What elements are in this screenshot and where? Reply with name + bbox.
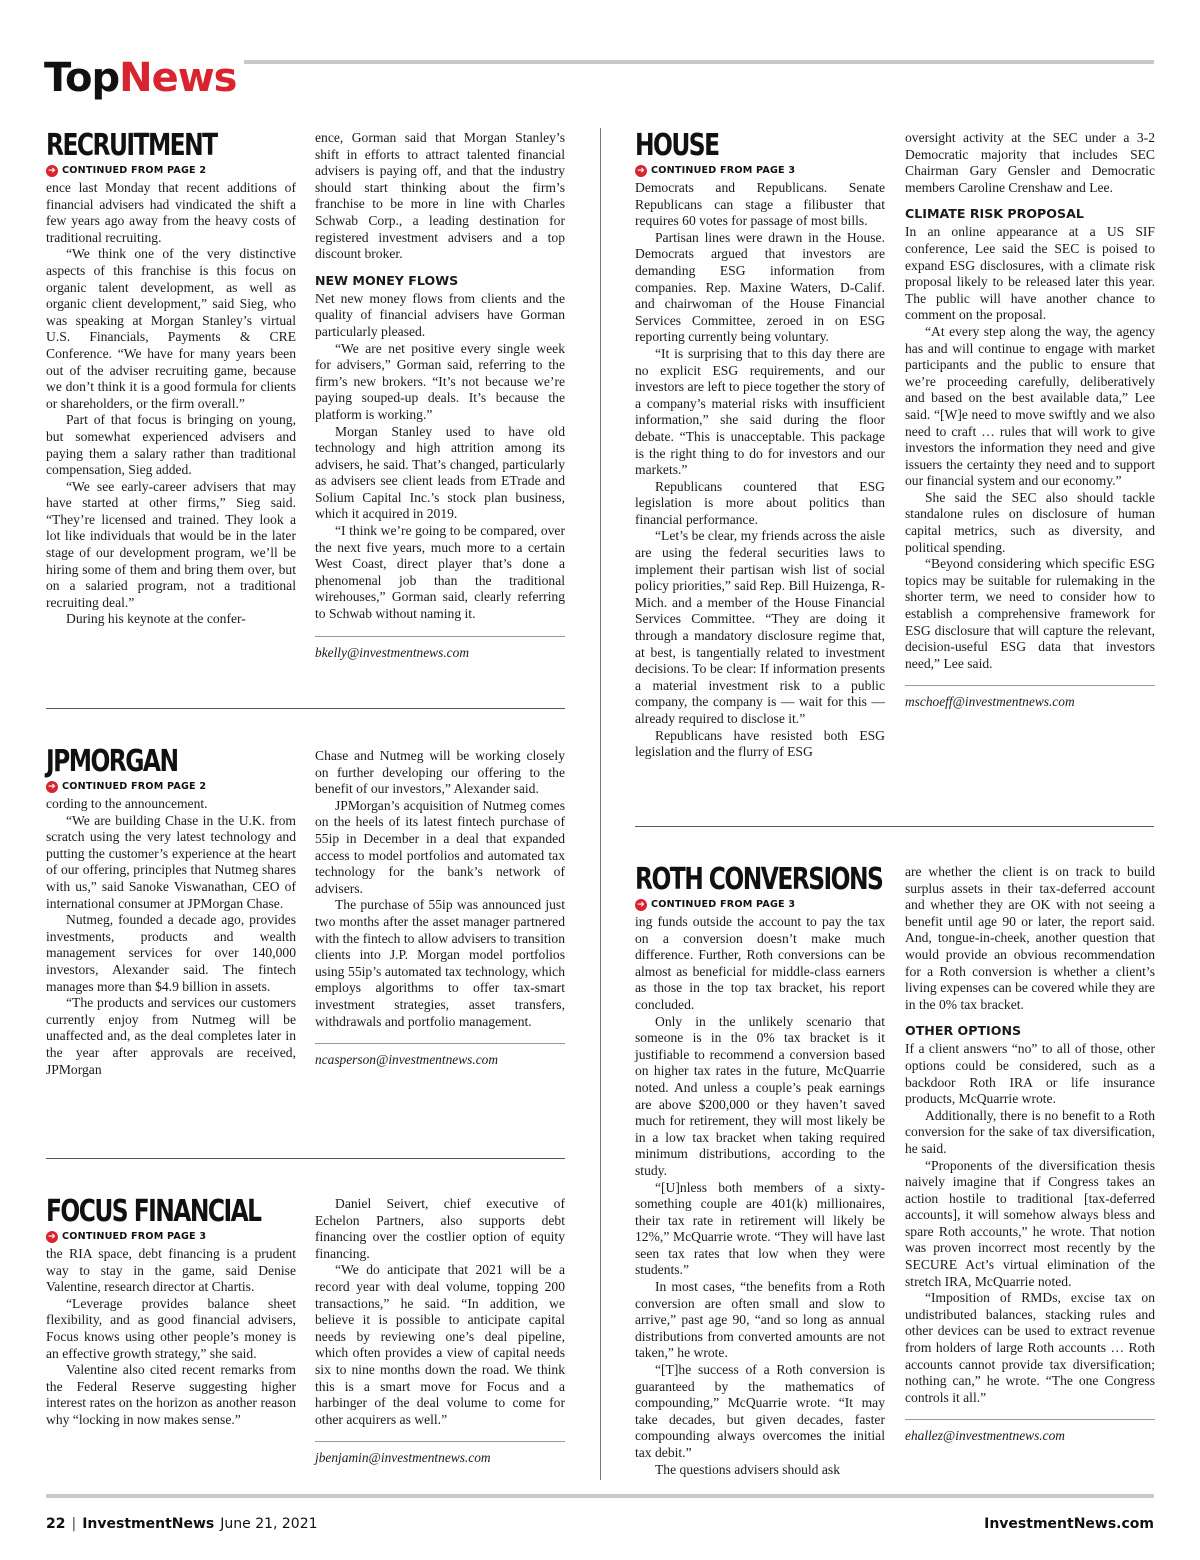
article-recruitment-col1 <box>46 128 296 628</box>
page-number: 22 <box>46 1516 66 1532</box>
paragraph: ence last Monday that recent additions of financial advisers had vindicated the shift a few years ago away from the heavy costs of traditional recruiting. <box>46 180 296 245</box>
paragraph: Chase and Nutmeg will be working closely on further developing our offering to the benefit of our investors,” Alexander said. <box>315 748 565 797</box>
paragraph: “Leverage provides balance sheet flexibility, and as good financial advisers, Focus knows using other people’s money is an effective growth strategy,” she said. <box>46 1295 296 1361</box>
continued-label: ➔ CONTINUED FROM PAGE 2 <box>46 164 296 178</box>
paragraph: ing funds outside the account to pay the tax on a conversion doesn’t make much difference. Further, Roth conversions can be almost as beneficial for middle-class earners as those in the top tax bracket, his report concluded. <box>635 914 885 1012</box>
paragraph: “We do anticipate that 2021 will be a record year with deal volume, topping 200 transactions,” he said. “In addition, we believe it is possible to anticipate capital needs by reviewing one’s deal pipeline, which often provides a view of capital needs six to nine months down the road. We think this is a smart move for Focus and a harbinger of the deal volume to come for other acquirers as well.” <box>315 1262 565 1427</box>
paragraph: “We are net positive every single week for advisers,” Gorman said, referring to the firm’s new brokers. “It’s not because we’re paying souped-up deals. It’s because the platform is working.” <box>315 340 565 422</box>
arrow-right-icon: ➔ <box>46 165 58 177</box>
paragraph: “Beyond considering which specific ESG topics may be suitable for rulemaking in the shorter term, we need to consider how to establish a comprehensive framework for ESG disclosure that will capture the relevant, decision-useful ESG data that investors need,” Lee said. <box>905 556 1155 671</box>
paragraph: Republicans countered that ESG legislation is more about politics than financial performance. <box>635 478 885 527</box>
paragraph: The purchase of 55ip was announced just two months after the asset manager partnered with the fintech to allow advisers to transition clients into J.P. Morgan model portfolios using 55ip’s automated tax technology, which employs algorithms to offer tax-smart investment strategies, asset transfers, withdrawals and portfolio management. <box>315 897 565 1029</box>
divider <box>315 1441 565 1442</box>
subhead: CLIMATE RISK PROPOSAL <box>905 206 1084 222</box>
paragraph: the RIA space, debt financing is a prudent way to stay in the game, said Denise Valentine, research director at Chartis. <box>46 1246 296 1295</box>
section-divider <box>46 1158 565 1159</box>
paragraph: cording to the announcement. <box>46 796 208 811</box>
article-house-col2 <box>905 130 1155 711</box>
paragraph: “Proponents of the diversification thesis naively imagine that if Congress takes an action hostile to traditional [tax-deferred accounts], it will somehow always bless and spare Roth accounts,” he wrote. That notion was proven incorrect most recently by the SECURE Act’s virtual elimination of the stretch IRA, McQuarrie noted. <box>905 1157 1155 1289</box>
article-recruitment-col2 <box>315 130 565 661</box>
paragraph: “[T]he success of a Roth conversion is guaranteed by the mathematics of compounding,” McQuarrie wrote. “It may take decades, but given decades, faster compounding always overcomes the initial tax debit.” <box>635 1362 885 1460</box>
arrow-right-icon: ➔ <box>635 899 647 911</box>
divider <box>905 685 1155 686</box>
divider <box>315 1043 565 1044</box>
paragraph: “At every step along the way, the agency has and will continue to engage with market participants and the public to ensure that we’re proceeding carefully, deliberatively and based on the best available data,” Lee said. “[W]e need to move swiftly and we also need to craft … rules that will work to give investors the information they need and give issuers the certainty they need and to support our financial system and our economy.” <box>905 323 1155 489</box>
paragraph: The questions advisers should ask <box>655 1461 841 1477</box>
paragraph: Additionally, there is no benefit to a Roth conversion for the sake of tax diversification, he said. <box>905 1107 1155 1156</box>
article-headline: FOCUS FINANCIAL <box>46 1194 261 1229</box>
paragraph: “The products and services our customers currently enjoy from Nutmeg will be unaffected and, as the deal completes later in the year after approvals are received, JPMorgan <box>46 995 296 1077</box>
paragraph: “Imposition of RMDs, excise tax on undistributed balances, stacking rules and other devices can be used to extract revenue from holders of large Roth accounts … Roth accounts cannot provide tax diversification; nothing can,” he wrote. “The one Congress controls it all.” <box>905 1290 1155 1405</box>
author-email[interactable]: ncasperson@investmentnews.com <box>315 1052 499 1068</box>
article-jpmorgan-col1 <box>46 744 296 1078</box>
footer-rule <box>46 1494 1154 1498</box>
paragraph: oversight activity at the SEC under a 3-2 Democratic majority that includes SEC Chairman Gary Gensler and Democratic members Caroline Crenshaw and Lee. <box>905 130 1155 195</box>
article-roth-col1 <box>635 862 885 1478</box>
arrow-right-icon: ➔ <box>46 781 58 793</box>
paragraph: During his keynote at the confer- <box>66 611 246 627</box>
arrow-right-icon: ➔ <box>46 1231 58 1243</box>
paragraph: “I think we’re going to be compared, over the next five years, much more to a certain West Coast, direct player that’s done a phenomenal job than the traditional wirehouses,” Gorman said, clearly referring to Schwab without naming it. <box>315 523 565 622</box>
article-focus-col2 <box>315 1196 565 1467</box>
divider <box>905 1419 1155 1420</box>
author-email[interactable]: bkelly@investmentnews.com <box>315 644 469 660</box>
paragraph: “It is surprising that to this day there are no explicit ESG requirements, and our investors are left to piece together the story of a company’s material risks with insufficient information,” she said during the floor debate. “This is unacceptable. This package is the right thing to do for investors and our markets.” <box>635 345 885 478</box>
website-link[interactable]: InvestmentNews.com <box>984 1516 1154 1532</box>
publication-name: InvestmentNews <box>82 1516 215 1532</box>
article-headline: HOUSE <box>635 128 719 163</box>
paragraph: Nutmeg, founded a decade ago, provides investments, products and wealth management services for over 140,000 investors, Alexander said. The fintech manages more than $4.9 billion in assets. <box>46 912 296 994</box>
paragraph: She said the SEC also should tackle standalone rules on disclosure of human capital metrics, such as diversity, and political spending. <box>905 489 1155 555</box>
paragraph: In an online appearance at a US SIF conference, Lee said the SEC is poised to expand ESG disclosures, with a climate risk proposal likely to be released later this year. The public will have another chance to comment on the proposal. <box>905 224 1155 323</box>
brand-part-news: News <box>119 55 237 101</box>
paragraph: Morgan Stanley used to have old technology and high attrition among its advisers, he said. That’s changed, particularly as advisers see client leads from ETrade and Solium Capital Inc.’s stock plan business, which it acquired in 2019. <box>315 423 565 522</box>
paragraph: If a client answers “no” to all of those, other options could be considered, such as a backdoor Roth IRA or life insurance products, McQuarrie wrote. <box>905 1041 1155 1107</box>
paragraph: Only in the unlikely scenario that someone is in the 0% tax bracket is it justifiable to recommend a conversion based on higher tax rates in the future, McQuarrie noted. And unless a couple’s peak earnings are above $200,000 or they haven’t saved much for retirement, they will most likely be in a low tax bracket when taking required minimum distributions, according to the study. <box>635 1013 885 1178</box>
article-roth-col2 <box>905 864 1155 1445</box>
author-email[interactable]: mschoeff@investmentnews.com <box>905 694 1075 710</box>
section-divider <box>635 826 1154 827</box>
paragraph: In most cases, “the benefits from a Roth conversion are often small and slow to arrive,” past age 90, “and so long as annual distributions from converted amounts are not taken,” he wrote. <box>635 1279 885 1361</box>
paragraph: Valentine also cited recent remarks from the Federal Reserve suggesting higher interest rates on the horizon as another reason why “locking in now makes sense.” <box>46 1362 296 1427</box>
paragraph: Democrats and Republicans. Senate Republicans can stage a filibuster that requires 60 votes for passage of most bills. <box>635 180 885 229</box>
subhead: OTHER OPTIONS <box>905 1023 1022 1039</box>
paragraph: ence, Gorman said that Morgan Stanley’s shift in efforts to attract talented financial advisers is paying off, and that the industry should start thinking about the firm’s franchise to be more in line with Charles Schwab Corp., a leading destination for registered investment advisers and a top discount broker. <box>315 130 565 262</box>
author-email[interactable]: jbenjamin@investmentnews.com <box>315 1450 491 1466</box>
continued-label: ➔ CONTINUED FROM PAGE 2 <box>46 780 296 794</box>
arrow-right-icon: ➔ <box>635 165 647 177</box>
paragraph: “We are building Chase in the U.K. from scratch using the very latest technology and putting the customer’s experience at the heart of our offering, principles that Nutmeg shares with us,” said Sanoke Viswanathan, CEO of international consumer at JPMorgan Chase. <box>46 812 296 911</box>
paragraph: Net new money flows from clients and the quality of financial advisers have Gorman particularly pleased. <box>315 290 565 339</box>
continued-label: ➔ CONTINUED FROM PAGE 3 <box>635 898 885 912</box>
divider <box>315 636 565 637</box>
article-headline: JPMORGAN <box>46 744 178 779</box>
paragraph: Republicans have resisted both ESG legislation and the flurry of ESG <box>635 727 885 760</box>
section-title <box>44 52 244 104</box>
article-headline: ROTH CONVERSIONS <box>635 862 883 897</box>
paragraph: are whether the client is on track to build surplus assets in their tax-deferred account and whether they are OK with not seeing a benefit until age 90 or later, the report said. And, tongue-in-cheek, another question that would provide an obvious recommendation for a Roth conversion is whether a client’s living expenses can be covered while they are in the 0% tax bracket. <box>905 864 1155 1012</box>
paragraph: Part of that focus is bringing on young, but somewhat experienced advisers and paying them a salary rather than traditional compensation, Sieg added. <box>46 412 296 478</box>
paragraph: “We see early-career advisers that may have started at other firms,” Sieg said. “They’re licensed and trained. They look a lot like individuals that would be in the later stage of our development program, we’ll be hiring some of them and bring them over, but on a salaried program, not a traditional recruiting deal.” <box>46 478 296 610</box>
paragraph: “We think one of the very distinctive aspects of this franchise is this focus on organic talent development, as well as organic client development,” said Sieg, who was speaking at Morgan Stanley’s virtual U.S. Financials, Payments & CRE Conference. “We have for many years been out of the adviser recruiting game, because we don’t think it is a good formula for clients or shareholders, or the firm overall.” <box>46 246 296 411</box>
issue-date: June 21, 2021 <box>220 1516 318 1532</box>
author-email[interactable]: ehallez@investmentnews.com <box>905 1428 1065 1444</box>
column-divider <box>600 128 601 1480</box>
paragraph: Partisan lines were drawn in the House. Democrats argued that investors are demanding ESG information from companies. Rep. Maxine Waters, D-Calif. and chairwoman of the House Financial Services Committee, zeroed in on ESG reporting currently being voluntary. <box>635 229 885 345</box>
subhead: NEW MONEY FLOWS <box>315 272 459 288</box>
footer-info <box>46 1512 318 1536</box>
footer-separator: | <box>71 1516 77 1532</box>
article-headline: RECRUITMENT <box>46 128 217 163</box>
paragraph: “[U]nless both members of a sixty-something couple are 401(k) millionaires, their tax rate in retirement will likely be 12%,” McQuarrie wrote. “They will have last seen tax rates that low when they were students.” <box>635 1179 885 1278</box>
article-focus-col1 <box>46 1194 296 1429</box>
article-jpmorgan-col2 <box>315 748 565 1069</box>
continued-label: ➔ CONTINUED FROM PAGE 3 <box>46 1230 296 1244</box>
paragraph: Daniel Seivert, chief executive of Echelon Partners, also supports debt financing over the costlier option of equity financing. <box>315 1196 565 1261</box>
paragraph: JPMorgan’s acquisition of Nutmeg comes on the heels of its latest fintech purchase of 55ip in December in a deal that expanded access to model portfolios and automated tax technology for the bank’s network of advisers. <box>315 797 565 896</box>
brand-part-top: Top <box>44 55 120 101</box>
section-divider <box>46 708 565 709</box>
continued-label: ➔ CONTINUED FROM PAGE 3 <box>635 164 885 178</box>
paragraph: “Let’s be clear, my friends across the aisle are using the federal securities laws to implement their partisan wish list of social policy priorities,” said Rep. Bill Huizenga, R-Mich. and a member of the House Financial Services Committee. “They are doing it through a mandatory disclosure regime that, at best, is tangentially related to investment decisions. To be clear: If information presents a material investment risk to a public company, the company is — wait for this — already required to disclose it.” <box>635 528 885 726</box>
article-house-col1 <box>635 128 885 761</box>
